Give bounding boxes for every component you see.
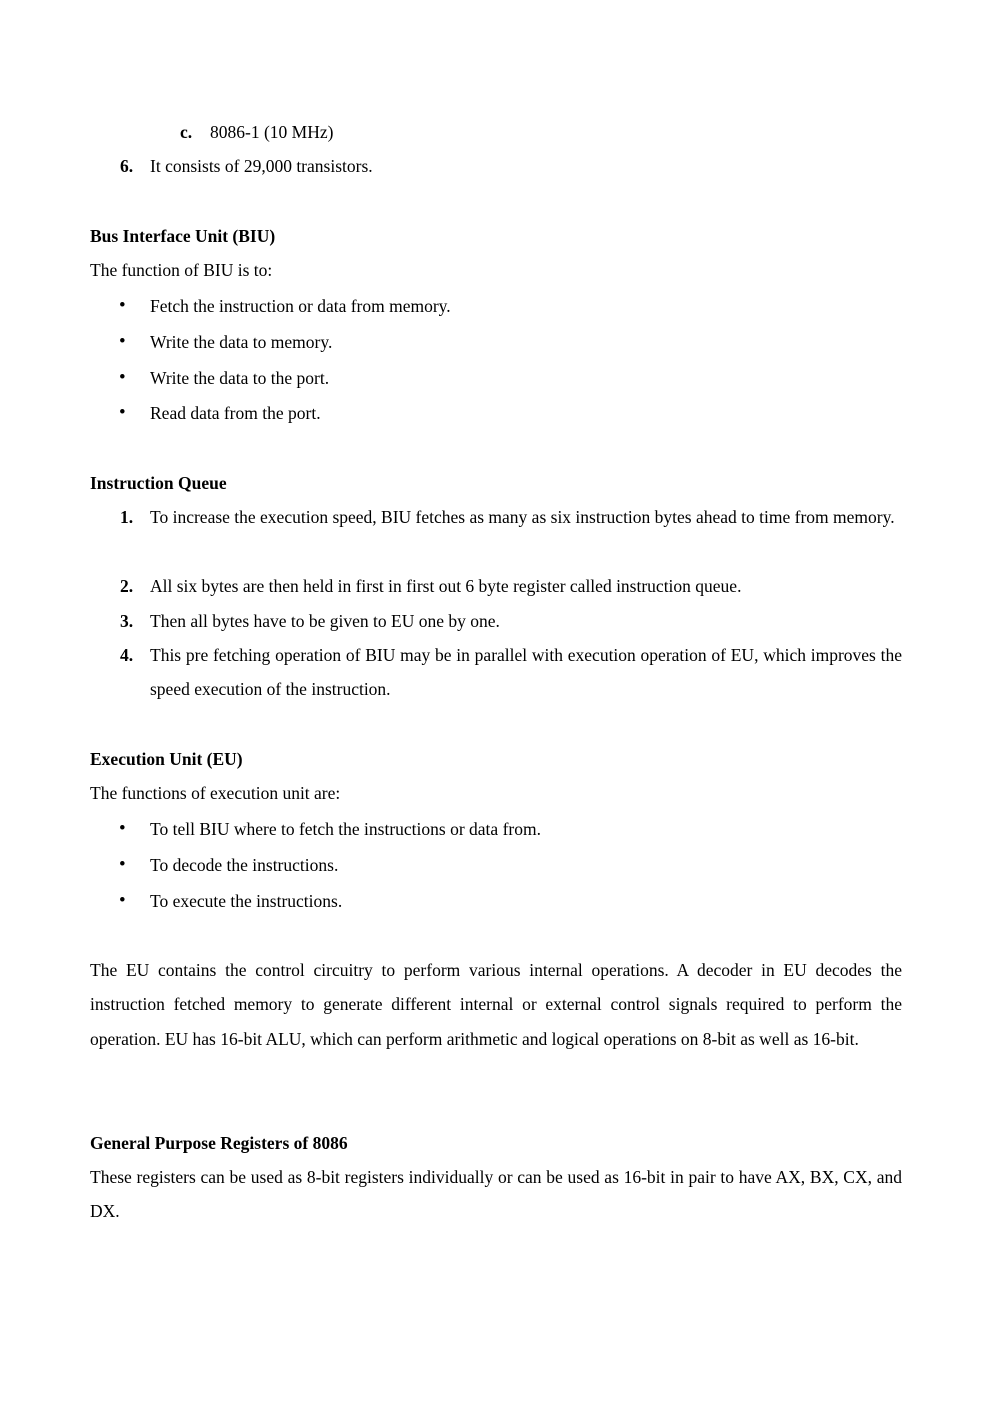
biu-bullet-text: Write the data to memory. xyxy=(150,332,333,352)
list-marker: 4. xyxy=(120,645,134,665)
eu-bullet-text: To tell BIU where to fetch the instructions or data from. xyxy=(150,819,541,839)
list-item-text: 8086-1 (10 MHz) xyxy=(210,122,334,142)
section-heading-queue: Instruction Queue xyxy=(90,473,227,493)
list-item-text: It consists of 29,000 transistors. xyxy=(150,156,373,176)
bullet-icon: • xyxy=(119,367,126,388)
eu-bullet-text: To execute the instructions. xyxy=(150,891,343,911)
queue-item-text: All six bytes are then held in first in first out 6 byte register called instruction queue. xyxy=(150,576,742,596)
gpr-paragraph: These registers can be used as 8-bit registers individually or can be used as 16-bit in pair to have AX, BX, CX, and DX. xyxy=(90,1167,902,1222)
bullet-icon: • xyxy=(119,890,126,911)
section-heading-gpr: General Purpose Registers of 8086 xyxy=(90,1133,348,1153)
biu-bullet-text: Write the data to the port. xyxy=(150,368,330,388)
list-marker: 3. xyxy=(120,611,134,631)
queue-item-text: Then all bytes have to be given to EU one by one. xyxy=(150,611,500,631)
bullet-icon: • xyxy=(119,295,126,316)
section-heading-eu: Execution Unit (EU) xyxy=(90,749,243,769)
bullet-icon: • xyxy=(119,402,126,423)
bullet-icon: • xyxy=(119,331,126,352)
eu-intro: The functions of execution unit are: xyxy=(90,783,341,803)
list-marker: 2. xyxy=(120,576,134,596)
biu-bullet-text: Read data from the port. xyxy=(150,403,321,423)
list-marker: 1. xyxy=(120,507,134,527)
queue-item-text: This pre fetching operation of BIU may be in parallel with execution operation of EU, which improves the speed execution of the instruction. xyxy=(150,645,902,700)
queue-item-text: To increase the execution speed, BIU fetches as many as six instruction bytes ahead to time from memory. xyxy=(150,507,895,527)
list-marker: 6. xyxy=(120,156,134,176)
biu-intro: The function of BIU is to: xyxy=(90,260,273,280)
section-heading-biu: Bus Interface Unit (BIU) xyxy=(90,226,276,246)
bullet-icon: • xyxy=(119,854,126,875)
list-marker: c. xyxy=(180,122,193,142)
eu-bullet-text: To decode the instructions. xyxy=(150,855,339,875)
biu-bullet-text: Fetch the instruction or data from memory. xyxy=(150,296,451,316)
eu-paragraph: The EU contains the control circuitry to perform various internal operations. A decoder in EU decodes the instruction fetched memory to generate different internal or external control signals required to perform the operation. EU has 16-bit ALU, which can perform arithmetic and logical operations on 8-bit as well as 16-bit. xyxy=(90,960,902,1049)
bullet-icon: • xyxy=(119,818,126,839)
